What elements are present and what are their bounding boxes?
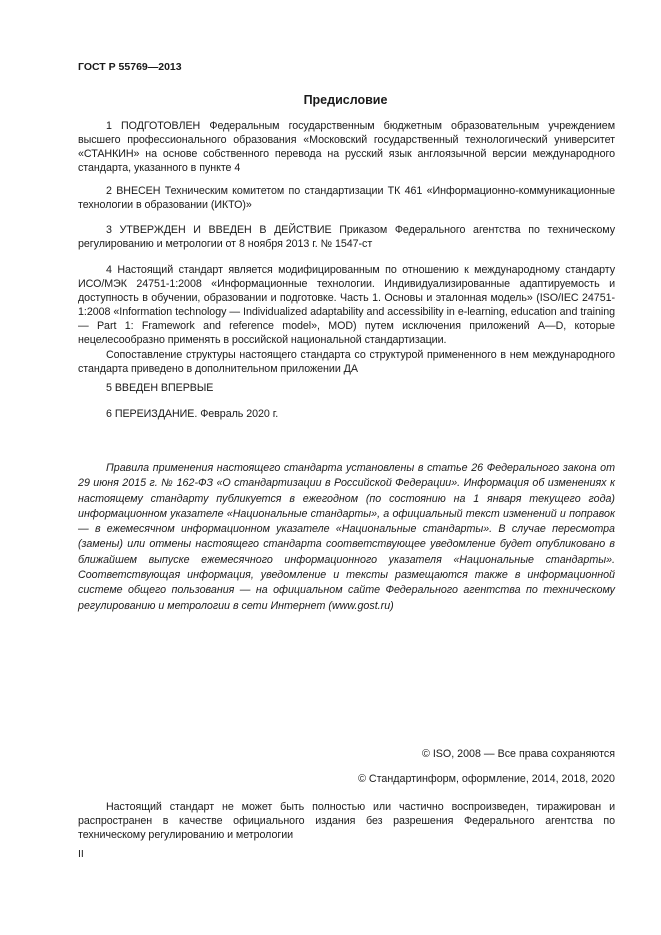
reproduction-notice [78,800,615,842]
item-4-modification [78,263,615,376]
reproduction-notice-text: Настоящий стандарт не может быть полностью или частично воспроизведен, тиражирован и распространен в качестве официального издания без разрешения Федерального агентства по техническому регулированию и метрологии [78,801,615,842]
item-2-submitted-by [78,184,615,212]
item-4-comparison-text: Сопоставление структуры настоящего стандарта со структурой примененного в нем международного стандарта приведено в дополнительном приложении ДА [78,348,615,375]
item-1-text: 1 ПОДГОТОВЛЕН Федеральным государственным бюджетным образовательным учреждением высшего профессионального образования «Московский государственный технологический университет «СТАНКИН» на основе собственного перевода на русский язык англоязычной версии международного стандарта, указанного в пункте 4 [78,120,615,175]
page-number: II [78,848,84,860]
item-5-text: 5 ВВЕДЕН ВПЕРВЫЕ [106,382,214,394]
rules-notice-text: Правила применения настоящего стандарта установлены в статье 26 Федерального закона от 29 июня 2015 г. № 162-ФЗ «О стандартизации в Российской Федерации». Информация об изменениях к настоящему стандарту публикуется в ежегодном (по состоянию на 1 января текущего года) информационном указателе «Национальные стандарты», а официальный текст изменений и поправок — в ежемесячном информационном указателе «Национальные стандарты». В случае пересмотра (замены) или отмены настоящего стандарта соответствующее уведомление будет опубликовано в ближайшем выпуске ежемесячного информационного указателя «Национальные стандарты». Соответствующая информация, уведомление и тексты размещаются также в информационной системе общего пользования — на официальном сайте Федерального агентства по техническому регулированию и метрологии в сети Интернет (www.gost.ru) [78,462,615,612]
item-4-text: 4 Настоящий стандарт является модифицированным по отношению к международному стандарту ИСО/МЭК 24751-1:2008 «Информационные технологии. Индивидуализированные адаптируемость и доступность в обучении, образовании и подготовке. Часть 1. Основы и эталонная модель» (ISO/IEC 24751-1:2008 «Information technology — Individualized adaptability and accessibility in e-learning, education and training — Part 1: Framework and reference model», MOD) путем исключения приложений А—D, которые нецелесообразно применять в российской национальной стандартизации. [78,264,615,347]
rules-notice [78,461,615,614]
page-title: Предисловие [303,93,388,107]
item-1-prepared-by [78,119,615,175]
standard-id-header: ГОСТ Р 55769—2013 [78,61,182,73]
item-3-text: 3 УТВЕРЖДЕН И ВВЕДЕН В ДЕЙСТВИЕ Приказом Федерального агентства по техническому регулированию и метрологии от 8 ноября 2013 г. № 1547-ст [78,224,615,251]
copyright-standartinform: © Стандартинформ, оформление, 2014, 2018, 2020 [358,773,615,785]
item-6-text: 6 ПЕРЕИЗДАНИЕ. Февраль 2020 г. [106,408,279,420]
item-5-introduced [78,381,615,395]
copyright-iso: © ISO, 2008 — Все права сохраняются [421,748,615,760]
item-2-text: 2 ВНЕСЕН Техническим комитетом по стандартизации ТК 461 «Информационно-коммуникационные технологии в образовании (ИКТО)» [78,185,615,212]
item-3-approved [78,223,615,251]
item-6-reissue [78,407,615,421]
